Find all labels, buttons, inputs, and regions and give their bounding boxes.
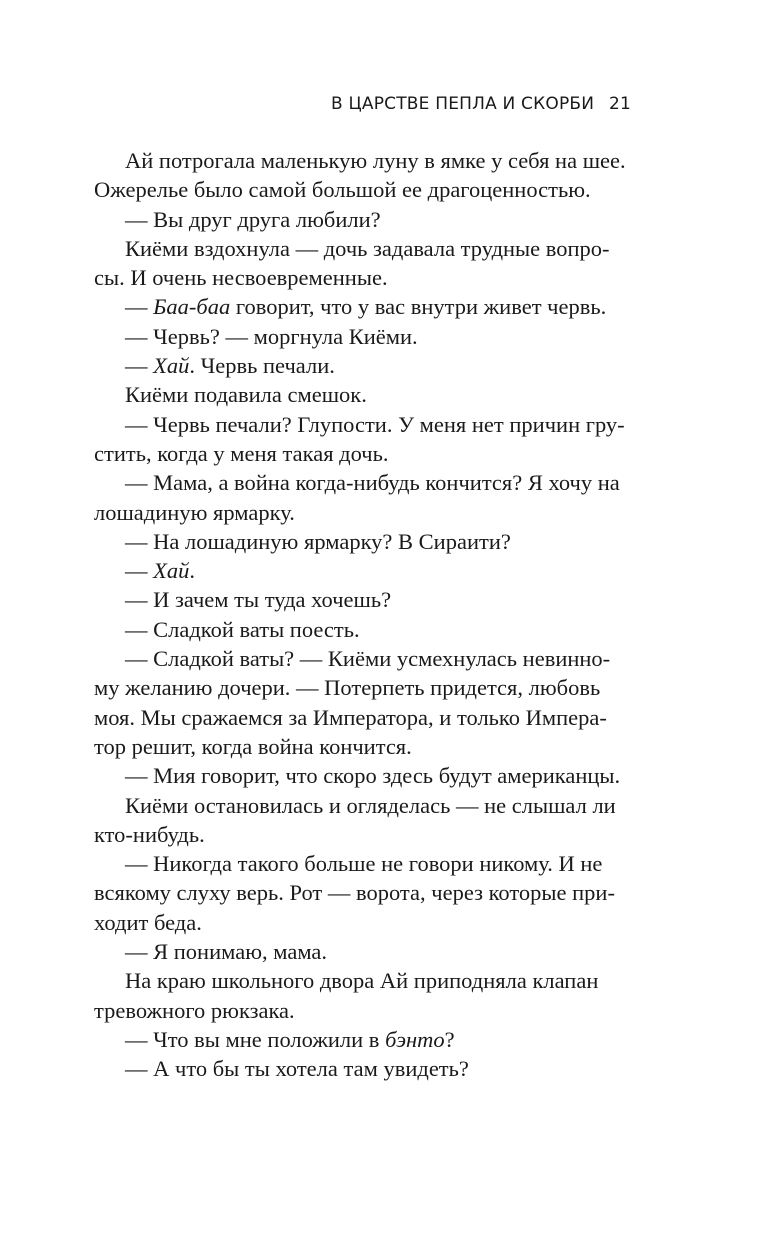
text-line: — Червь? — моргнула Киёми. [125, 323, 418, 349]
text-line: лошадиную ярмарку. [94, 499, 295, 525]
text-line: — Мама, а война когда-нибудь кончится? Я хочу на [125, 470, 620, 496]
text-line: На краю школьного двора Ай приподняла клапан [125, 968, 599, 994]
text-line: кто-нибудь. [94, 821, 205, 847]
text-line: — И зачем ты туда хочешь? [125, 587, 392, 613]
text-line: — Червь печали? Глупости. У меня нет причин гру- [125, 411, 625, 437]
text-line: — А что бы ты хотела там увидеть? [125, 1056, 469, 1082]
text-line: — Хай. [125, 558, 195, 584]
text-line: — Я понимаю, мама. [125, 939, 328, 965]
text-line: ходит беда. [94, 909, 202, 935]
text-line: му желанию дочери. — Потерпеть придется, любовь [94, 675, 601, 701]
text-line: — Что вы мне положили в бэнто? [125, 1026, 455, 1052]
text-line: тревожного рюкзака. [94, 997, 295, 1023]
text-line: — Мия говорит, что скоро здесь будут американцы. [125, 763, 621, 789]
text-line: Киёми остановилась и огляделась — не слышал ли [125, 792, 616, 818]
text-line: Киёми подавила смешок. [125, 382, 367, 408]
text-line: — Вы друг друга любили? [125, 206, 381, 232]
text-line: Ожерелье было самой большой ее драгоценностью. [94, 177, 591, 203]
text-line: — Сладкой ваты? — Киёми усмехнулась невинно- [125, 646, 611, 672]
text-line: тор решит, когда война кончится. [94, 733, 412, 759]
text-line: стить, когда у меня такая дочь. [94, 440, 389, 466]
text-line: Киёми вздохнула — дочь задавала трудные вопро- [125, 235, 610, 261]
text-line: Ай потрогала маленькую луну в ямке у себя на шее. [125, 148, 626, 173]
text-line: — Никогда такого больше не говори никому. И не [125, 851, 603, 877]
text-line: — Баа-баа говорит, что у вас внутри живет червь. [125, 294, 607, 320]
text-line: всякому слуху верь. Рот — ворота, через которые при- [94, 880, 615, 906]
text-line: моя. Мы сражаемся за Императора, и только Импера- [94, 704, 607, 730]
body-text [94, 146, 631, 1084]
running-title: В ЦАРСТВЕ ПЕПЛА И СКОРБИ [331, 94, 595, 114]
text-line: сы. И очень несвоевременные. [94, 265, 388, 291]
text-line: — На лошадиную ярмарку? В Сираити? [125, 528, 511, 554]
text-line: — Хай. Червь печали. [125, 353, 335, 379]
page-number: 21 [608, 94, 631, 114]
running-head [331, 94, 631, 120]
text-line: — Сладкой ваты поесть. [125, 616, 360, 642]
